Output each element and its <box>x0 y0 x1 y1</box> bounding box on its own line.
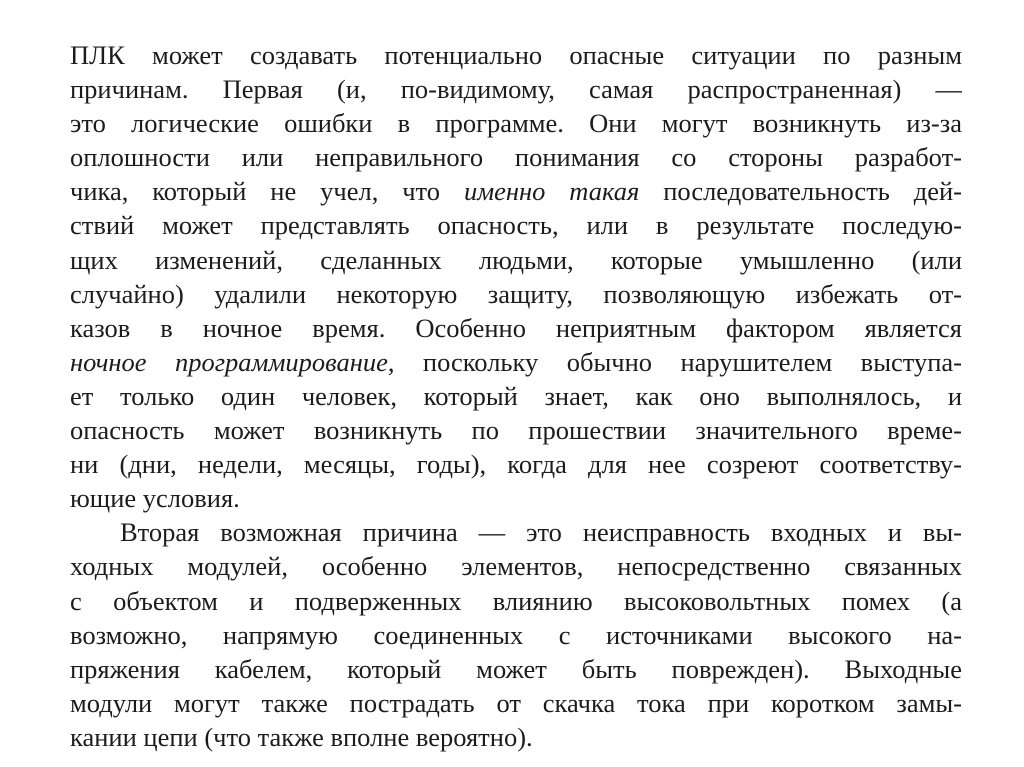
paragraph-1 <box>70 38 962 515</box>
text-segment: случайно) удалили некоторую защиту, позволяющую избежать от- <box>70 278 962 309</box>
text-line <box>70 106 962 140</box>
text-segment: пряжения кабелем, который может быть поврежден). Выходные <box>70 653 962 684</box>
text-line <box>70 379 962 413</box>
text-segment: чика, который не учел, что <box>70 176 464 207</box>
text-segment: казов в ночное время. Особенно неприятным фактором является <box>70 312 962 343</box>
text-segment: причинам. Первая (и, по-видимому, самая распространенная) — <box>70 74 962 105</box>
text-segment: щих изменений, сделанных людьми, которые умышленно (или <box>70 244 962 275</box>
text-line <box>70 584 962 618</box>
text-segment: Вторая возможная причина — это неисправность входных и вы- <box>120 517 962 548</box>
text-line <box>70 311 962 345</box>
text-segment: ет только один человек, который знает, как оно выполнялось, и <box>70 380 962 411</box>
text-line <box>70 686 962 720</box>
paragraph-2 <box>70 515 962 754</box>
text-line <box>70 515 962 549</box>
text-segment: возможно, напрямую соединенных с источниками высокого на- <box>70 619 962 650</box>
text-line <box>70 277 962 311</box>
text-line <box>70 38 962 72</box>
text-segment: опасность может возникнуть по прошествии значительного време- <box>70 415 962 446</box>
text-line <box>70 652 962 686</box>
text-line <box>70 618 962 652</box>
text-line <box>70 549 962 583</box>
text-line <box>70 345 962 379</box>
text-segment: последовательность дей- <box>639 176 962 207</box>
text-segment: модули могут также пострадать от скачка тока при коротком замы- <box>70 687 962 718</box>
text-segment: это логические ошибки в программе. Они могут возникнуть из-за <box>70 108 962 139</box>
text-line <box>70 481 962 515</box>
text-line <box>70 174 962 208</box>
text-line <box>70 243 962 277</box>
italic-text: именно такая <box>463 176 640 207</box>
text-segment: ствий может представлять опасность, или в результате последую- <box>70 210 962 241</box>
text-line <box>70 720 962 754</box>
italic-text: ночное программирование <box>70 346 388 377</box>
text-segment: ходных модулей, особенно элементов, непосредственно связанных <box>70 551 962 582</box>
text-line <box>70 208 962 242</box>
text-line <box>70 447 962 481</box>
text-line <box>70 140 962 174</box>
text-segment: оплошности или неправильного понимания со стороны разработ- <box>70 142 962 173</box>
text-segment: ни (дни, недели, месяцы, годы), когда для нее созреют соответству- <box>70 449 962 480</box>
text-line <box>70 413 962 447</box>
text-line <box>70 72 962 106</box>
text-segment: , поскольку обычно нарушителем выступа- <box>387 346 962 377</box>
text-segment: ющие условия. <box>70 483 240 514</box>
text-segment: кании цепи (что также вполне вероятно). <box>70 721 533 752</box>
text-segment: с объектом и подверженных влиянию высоковольтных помех (а <box>70 585 962 616</box>
text-segment: ПЛК может создавать потенциально опасные ситуации по разным <box>70 40 962 70</box>
